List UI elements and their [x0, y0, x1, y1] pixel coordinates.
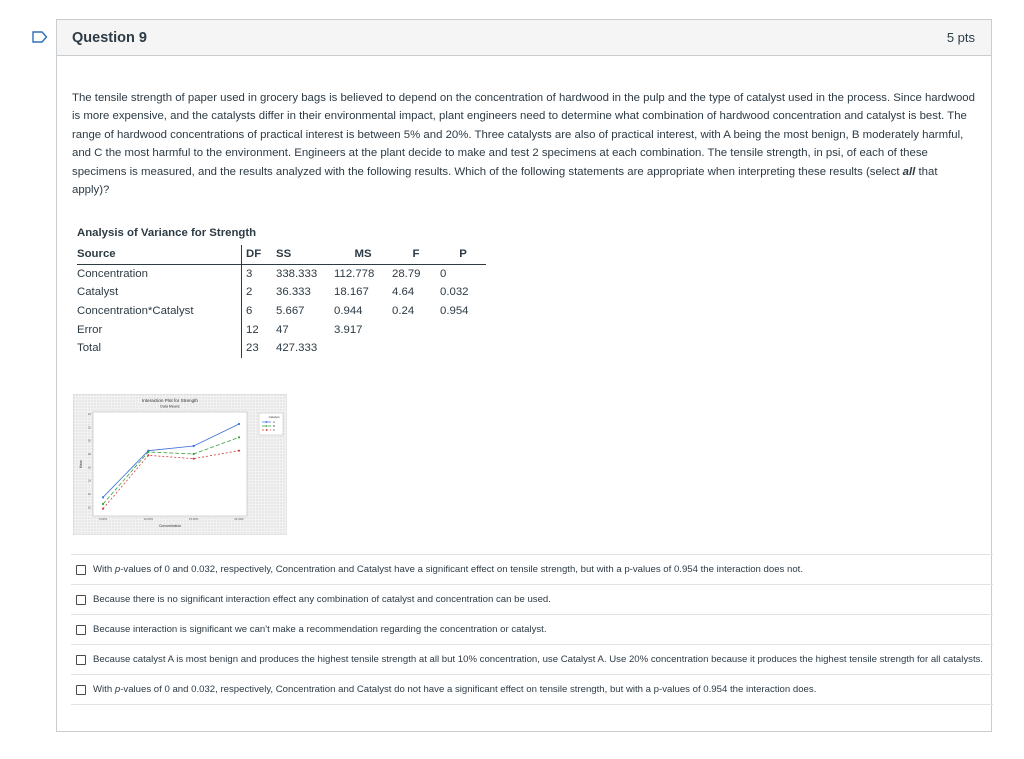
- table-cell: [334, 339, 392, 358]
- table-cell: 5.667: [276, 305, 305, 318]
- data-point: [147, 454, 149, 456]
- x-tick-label: 10.00%: [143, 517, 154, 521]
- answer-text-3: Because interaction is significant we can't make a recommendation regarding the concentration or catalyst.: [93, 624, 547, 635]
- data-point: [102, 508, 104, 510]
- question-card: [56, 19, 992, 732]
- table-row: [77, 283, 486, 302]
- answer-text-5: [93, 682, 993, 697]
- table-cell: Total: [77, 342, 102, 355]
- table-cell: 28.79: [392, 267, 421, 280]
- anova-table: [77, 245, 486, 358]
- table-cell: 4.64: [392, 286, 415, 299]
- answer-checkbox-2[interactable]: [76, 595, 86, 605]
- y-tick-label: 18: [87, 452, 91, 456]
- legend-marker: [266, 421, 268, 423]
- data-point: [193, 458, 195, 460]
- anova-table-block: [77, 227, 486, 358]
- anova-header-df: DF: [242, 245, 277, 264]
- legend-title: Catalyst: [268, 415, 280, 419]
- question-text-emphasis: all: [902, 165, 916, 178]
- anova-header-ms: MS: [334, 245, 392, 264]
- answer-option-2[interactable]: [71, 584, 993, 614]
- data-point: [193, 445, 195, 447]
- table-cell: 18.167: [334, 286, 369, 299]
- interaction-plot: [73, 394, 287, 535]
- table-cell: Error: [77, 323, 103, 336]
- x-tick-label: 20.00%: [234, 517, 244, 521]
- question-title: Question 9: [72, 29, 147, 46]
- data-point: [147, 451, 149, 453]
- x-tick-label: 15.00%: [188, 517, 199, 521]
- anova-title: Analysis of Variance for Strength: [77, 227, 257, 239]
- y-tick-label: 14: [87, 478, 91, 483]
- chart-subtitle: Data Means: [160, 404, 180, 409]
- anova-header-source: Source: [77, 245, 242, 264]
- table-row: [77, 302, 486, 321]
- legend-label: C: [273, 428, 276, 432]
- question-text-c: that apply)?: [72, 165, 938, 197]
- y-tick-label: 24: [87, 412, 91, 416]
- table-cell: 36.333: [276, 286, 311, 299]
- answer-text-1a: With: [93, 564, 115, 575]
- answer-text-5c: -values of 0 and 0.032, respectively, Concentration and Catalyst do not have a significant effect on tensile strength, but with a p-values of 0.954 the interaction does.: [120, 684, 817, 695]
- table-cell: 338.333: [276, 267, 318, 280]
- anova-header-f: F: [392, 245, 440, 264]
- legend-label: A: [273, 420, 275, 424]
- x-tick-label: 5.00%: [99, 517, 107, 521]
- table-cell: 23: [242, 339, 277, 358]
- question-text-a: The tensile strength of paper used in grocery bags is believed to depend on the concentration of hardwood in the pulp and the type of catalyst used in the process. Since hardwood is more expensive, and the catalysts differ in their environmental impact, plant engineers need to determine what combination of hardwood concentration and catalyst is best. The range of hardwood concentrations of practical interest is between 5% and 20%. Three catalysts are also of practical interest, with A being the most benign, B moderately harmful, and C the most harmful to the environment. Engineers at the plant decide to make and test 2 specimens at each combination. The tensile strength, in psi, of each of these specimens is measured, and the results analyzed with the following results. Which of the following statements are appropriate when interpreting these results (select: [72, 92, 975, 178]
- data-point: [238, 436, 240, 438]
- answer-option-5[interactable]: [71, 674, 993, 705]
- table-cell: [392, 320, 440, 339]
- answer-option-4[interactable]: [71, 644, 993, 674]
- y-tick-label: 22: [87, 425, 91, 430]
- table-cell: 3.917: [334, 323, 363, 336]
- answer-text-1c: -values of 0 and 0.032, respectively, Concentration and Catalyst have a significant effect on tensile strength, but with a p-values of 0.954 the interaction does not.: [120, 564, 804, 575]
- table-cell: 12: [242, 320, 277, 339]
- table-cell: [440, 339, 486, 358]
- x-axis-label: Concentration: [158, 524, 182, 528]
- data-point: [102, 503, 104, 505]
- y-tick-label: 20: [87, 438, 91, 443]
- data-point: [238, 423, 240, 425]
- table-row: [77, 320, 486, 339]
- table-cell: 0.954: [440, 305, 469, 318]
- table-cell: [440, 320, 486, 339]
- table-cell: 6: [242, 302, 277, 321]
- question-header: [57, 20, 991, 56]
- table-cell: 427.333: [276, 342, 318, 355]
- table-cell: 3: [242, 264, 277, 283]
- answer-text-1: [93, 562, 993, 577]
- answer-checkbox-5[interactable]: [76, 685, 86, 695]
- table-row: [77, 264, 486, 283]
- table-cell: 0.032: [440, 286, 469, 299]
- anova-header-ss: SS: [276, 245, 334, 264]
- data-point: [238, 450, 240, 452]
- question-text: [72, 89, 977, 199]
- answer-text-2: Because there is no significant interaction effect any combination of catalyst and concentration can be used.: [93, 594, 551, 605]
- answer-text-5a: With: [93, 684, 115, 695]
- table-cell: Concentration*Catalyst: [77, 305, 194, 318]
- table-row: [77, 339, 486, 358]
- table-cell: Catalyst: [77, 286, 119, 299]
- answer-text-4: Because catalyst A is most benign and produces the highest tensile strength at all but 10% concentration, use Catalyst A. Use 20% concentration because it produces the highest tensile strength for all catalysts.: [93, 654, 984, 665]
- data-point: [102, 496, 104, 498]
- flag-question-icon[interactable]: [32, 31, 48, 43]
- answer-checkbox-3[interactable]: [76, 625, 86, 635]
- y-axis-label: Mean: [79, 459, 83, 469]
- answer-text-5b: p: [114, 684, 121, 695]
- answer-option-1[interactable]: [71, 554, 993, 584]
- anova-header-row: [77, 245, 486, 264]
- table-cell: 0.944: [334, 305, 363, 318]
- table-cell: 2: [242, 283, 277, 302]
- plot-area: [93, 412, 247, 516]
- table-cell: 0.24: [392, 305, 415, 318]
- y-tick-label: 16: [87, 465, 91, 470]
- y-tick-label: 10: [87, 505, 91, 510]
- answer-checkbox-1[interactable]: [76, 565, 86, 575]
- answer-checkbox-4[interactable]: [76, 655, 86, 665]
- table-cell: 47: [276, 323, 289, 336]
- table-cell: [392, 339, 440, 358]
- legend-marker: [266, 425, 268, 427]
- question-points: 5 pts: [946, 30, 975, 45]
- y-tick-label: 12: [87, 492, 91, 496]
- data-point: [193, 453, 195, 455]
- answer-list: [71, 554, 993, 705]
- table-cell: Concentration: [77, 267, 148, 280]
- anova-header-p: P: [440, 245, 486, 264]
- table-cell: 112.778: [334, 267, 375, 280]
- answer-option-3[interactable]: [71, 614, 993, 644]
- legend-marker: [266, 429, 268, 431]
- legend-label: B: [273, 424, 275, 428]
- chart-title: Interaction Plot for Strength: [142, 398, 198, 403]
- answer-text-1b: p: [114, 564, 121, 575]
- table-cell: 0: [440, 267, 447, 280]
